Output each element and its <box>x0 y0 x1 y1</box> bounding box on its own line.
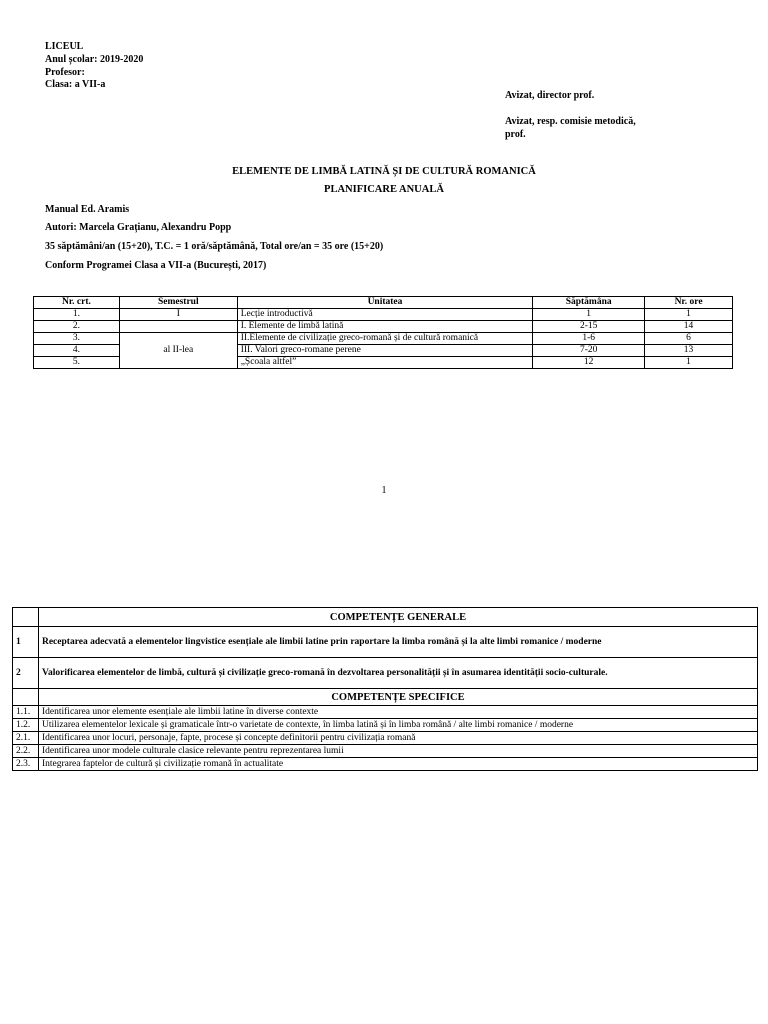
header-week: Săptămâna <box>533 297 645 309</box>
specific-competence-row <box>13 758 758 771</box>
page-number: 1 <box>381 485 387 496</box>
row-hours: 1 <box>645 309 733 321</box>
row-week: 2-15 <box>533 321 645 333</box>
header-hours: Nr. ore <box>645 297 733 309</box>
class-label: Clasa: a VII-a <box>45 79 106 90</box>
semester-empty-cell <box>119 321 237 333</box>
specific-competence-text: Identificarea unor elemente esențiale ale limbii latine în diverse contexte <box>38 706 757 719</box>
general-competences-title: COMPETENȚE GENERALE <box>38 608 757 627</box>
specific-competences-header <box>13 689 758 706</box>
row-week: 12 <box>533 357 645 369</box>
row-nr: 5. <box>34 357 120 369</box>
specific-competence-nr: 2.1. <box>13 732 39 745</box>
authors-line: Autori: Marcela Grațianu, Alexandru Popp <box>45 222 232 233</box>
row-week: 1 <box>533 309 645 321</box>
row-nr: 1. <box>34 309 120 321</box>
planning-table <box>33 296 733 369</box>
planning-table-header <box>34 297 733 309</box>
specific-competence-nr: 2.2. <box>13 745 39 758</box>
specific-competences-title: COMPETENȚE SPECIFICE <box>38 689 757 706</box>
semester-2-cell: al II-lea <box>119 333 237 369</box>
plan-title: PLANIFICARE ANUALĂ <box>324 184 444 195</box>
general-competence-text: Valorificarea elementelor de limbă, cultură și civilizație greco-romană în dezvoltarea personalității și în asumarea identității socio-culturale. <box>38 658 757 689</box>
specific-title-empty-cell <box>13 689 39 706</box>
specific-competence-text: Integrarea faptelor de cultură și civilizație romană în actualitate <box>38 758 757 771</box>
teacher-label: Profesor: <box>45 67 85 78</box>
row-week: 1-6 <box>533 333 645 345</box>
row-unit: III. Valori greco-romane perene <box>237 345 533 357</box>
specific-competence-text: Identificarea unor modele culturale clasice relevante pentru reprezentarea lumii <box>38 745 757 758</box>
specific-competence-row <box>13 732 758 745</box>
header-semester: Semestrul <box>119 297 237 309</box>
row-nr: 3. <box>34 333 120 345</box>
table-row <box>34 333 733 345</box>
row-nr: 4. <box>34 345 120 357</box>
row-hours: 1 <box>645 357 733 369</box>
row-unit: II.Elemente de civilizație greco-romană și de cultură romanică <box>237 333 533 345</box>
specific-competence-nr: 1.1. <box>13 706 39 719</box>
semester-1-cell: I <box>119 309 237 321</box>
row-hours: 14 <box>645 321 733 333</box>
specific-competence-row <box>13 706 758 719</box>
hours-line: 35 săptămâni/an (15+20), T.C. = 1 oră/săptămână, Total ore/an = 35 ore (15+20) <box>45 241 384 252</box>
row-unit: „Școala altfel” <box>237 357 533 369</box>
row-week: 7-20 <box>533 345 645 357</box>
school-year: Anul școlar: 2019-2020 <box>45 54 144 65</box>
committee-approval-line1: Avizat, resp. comisie metodică, <box>505 116 636 127</box>
general-competence-nr: 1 <box>13 627 39 658</box>
competences-table <box>12 607 758 771</box>
program-line: Conform Programei Clasa a VII-a (București, 2017) <box>45 260 267 271</box>
manual-line: Manual Ed. Aramis <box>45 204 130 215</box>
table-row <box>34 309 733 321</box>
row-hours: 6 <box>645 333 733 345</box>
school-label: LICEUL <box>45 41 84 52</box>
row-hours: 13 <box>645 345 733 357</box>
specific-competence-text: Identificarea unor locuri, personaje, fapte, procese și concepte definitorii pentru civilizația romană <box>38 732 757 745</box>
general-competence-nr: 2 <box>13 658 39 689</box>
specific-competence-text: Utilizarea elementelor lexicale și gramaticale într-o varietate de contexte, în limba latină și în limba română / alte limbi romanice / moderne <box>38 719 757 732</box>
header-nr: Nr. crt. <box>34 297 120 309</box>
specific-competence-row <box>13 719 758 732</box>
header-unit: Unitatea <box>237 297 533 309</box>
table-row <box>34 321 733 333</box>
general-competence-row <box>13 658 758 689</box>
general-title-empty-cell <box>13 608 39 627</box>
row-unit: I. Elemente de limbă latină <box>237 321 533 333</box>
specific-competence-nr: 1.2. <box>13 719 39 732</box>
row-unit: Lecție introductivă <box>237 309 533 321</box>
director-approval: Avizat, director prof. <box>505 90 595 101</box>
committee-approval-line2: prof. <box>505 129 526 140</box>
general-competence-row <box>13 627 758 658</box>
subject-title: ELEMENTE DE LIMBĂ LATINĂ ȘI DE CULTURĂ ROMANICĂ <box>232 166 536 177</box>
specific-competence-row <box>13 745 758 758</box>
general-competences-header <box>13 608 758 627</box>
general-competence-text: Receptarea adecvată a elementelor lingvistice esențiale ale limbii latine prin raportare la limba română și la alte limbi romanice / moderne <box>38 627 757 658</box>
row-nr: 2. <box>34 321 120 333</box>
specific-competence-nr: 2.3. <box>13 758 39 771</box>
